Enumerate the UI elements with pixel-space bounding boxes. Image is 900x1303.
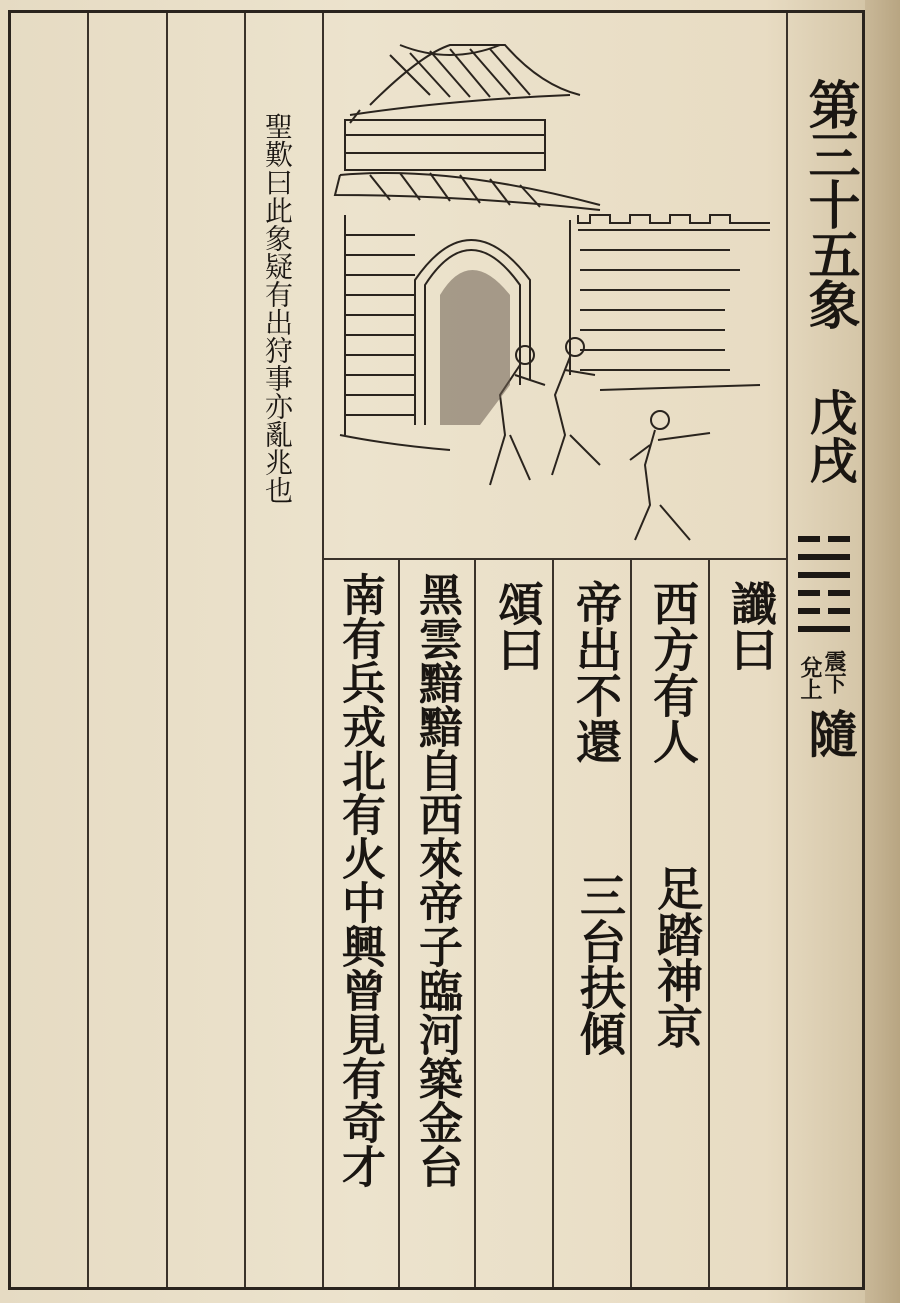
hexagram-upper-label: 兌上 xyxy=(797,656,823,700)
column-rule xyxy=(398,560,400,1287)
column-rule xyxy=(322,13,324,1287)
panel-divider xyxy=(322,558,788,560)
song-line-2: 南有兵戎北有火中興曾見有奇才 xyxy=(334,572,385,1188)
hexagram-lower-label: 震下 xyxy=(821,650,847,694)
chen-line-1a: 西方有人 xyxy=(646,580,700,764)
image-number-title: 第三十五象 xyxy=(799,78,860,328)
chen-line-2b: 三台扶傾 xyxy=(573,872,627,1056)
song-heading: 頌曰 xyxy=(491,580,545,672)
column-rule xyxy=(166,13,168,1287)
song-line-1: 黑雲黯黯自西來帝子臨河築金台 xyxy=(411,572,462,1188)
column-rule xyxy=(786,13,788,1287)
hexagram-sui-icon xyxy=(796,532,852,642)
chen-line-1b: 足踏神京 xyxy=(650,865,704,1049)
column-rule xyxy=(244,13,246,1287)
chen-line-2a: 帝出不還 xyxy=(569,580,623,764)
ganzhi-label: 戊戌 xyxy=(801,388,857,484)
city-gate-illustration xyxy=(330,25,778,555)
hexagram-name: 隨 xyxy=(800,708,859,758)
column-rule xyxy=(474,560,476,1287)
page-edge xyxy=(865,0,900,1303)
column-rule xyxy=(552,560,554,1287)
chen-heading: 讖曰 xyxy=(724,580,778,672)
column-rule xyxy=(87,13,89,1287)
commentary-text: 聖歎曰此象疑有出狩事亦亂兆也 xyxy=(261,112,294,504)
